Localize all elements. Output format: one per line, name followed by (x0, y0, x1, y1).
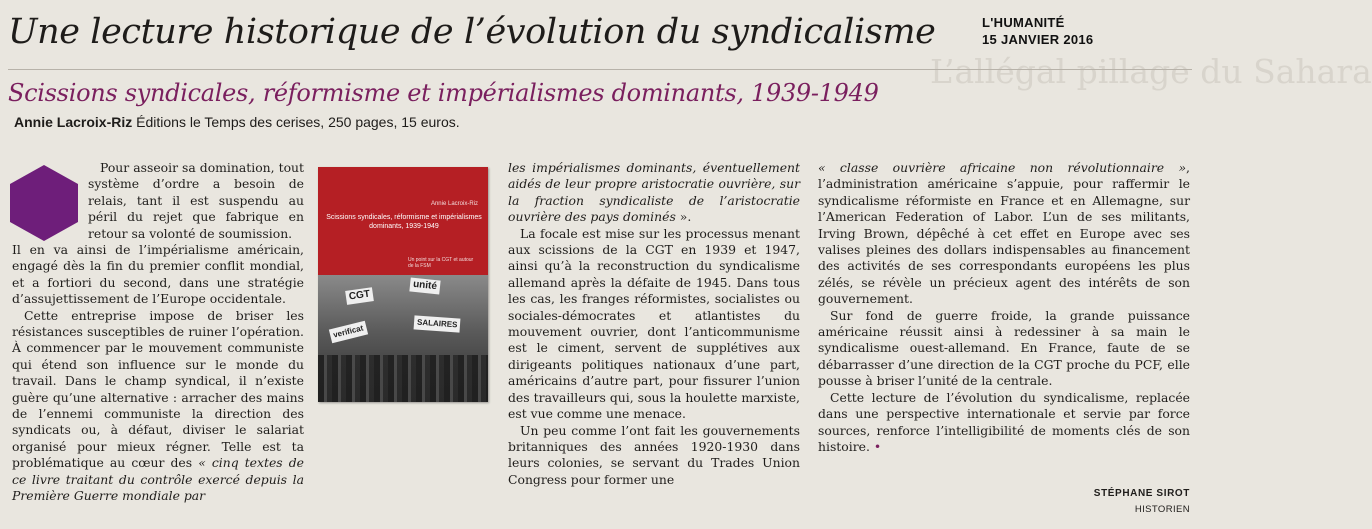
publication-info: Éditions le Temps des cerises, 250 pages, 15 euros. (136, 114, 460, 130)
reviewer-signature: STÉPHANE SIROT (1093, 488, 1190, 499)
quote-continued-text: les impérialismes dominants, éventuellement aidés de leur propre aristocratie ouvrière, sur la fraction syndicaliste de l’aristocratie ouvrière des pays dominés (508, 160, 800, 225)
column-1 (12, 242, 304, 505)
paragraph-1-continued: Il en va ainsi de l’impérialisme américain, engagé dès la fin du premier conflit mondial, et a fortiori du second, dans une stratégie d’assujettissement de l’Europe occidentale. (12, 242, 304, 307)
quote-african-class: « classe ouvrière africaine non révolutionnaire » (818, 160, 1187, 175)
paragraph-2-text: Cette entreprise impose de briser les résistances susceptibles de ruiner l’opération. À commencer par le mouvement communiste qui étend son influence sur le monde du travail. Dans le champ syndical, il n’existe guère qu’une alternative : arracher des mains de l’ennemi communiste la direction des syndicats ou, à défaut, diviser le salariat organisé pour mieux régner. Telle est ta problématique au cœur des (12, 307, 304, 471)
cover-author: Annie Lacroix-Riz (430, 201, 478, 207)
paragraph-4-continued (818, 160, 1190, 308)
end-mark-icon: • (873, 438, 882, 454)
book-title-subtitle: Scissions syndicales, réformisme et impérialismes dominants, 1939-1949 (8, 79, 879, 107)
cover-sign-3: verificat (329, 321, 368, 343)
book-cover-image (318, 167, 488, 402)
cover-photo-crowd (318, 355, 488, 402)
article-headline: Une lecture historique de l’évolution du syndicalisme (8, 12, 936, 52)
column-1-lead (88, 160, 304, 242)
quote-start: « cinq textes de ce livre traitant du contrôle exercé depuis la Première Guerre mondiale par (12, 455, 304, 504)
book-author: Annie Lacroix-Riz (14, 114, 133, 130)
cover-title: Scissions syndicales, réformisme et impérialismes dominants, 1939-1949 (326, 214, 482, 230)
paragraph-4: Un peu comme l’ont fait les gouvernements britanniques des années 1920-1930 dans leurs colonies, se servant du Trades Union Congress pour former une (508, 422, 800, 487)
source-name: L'HUMANITÉ (982, 15, 1065, 30)
reviewer-role: HISTORIEN (1134, 504, 1190, 515)
hexagon-ornament-icon (10, 165, 78, 241)
source-label (982, 14, 1182, 48)
column-2 (508, 160, 800, 488)
quote-close: ». (675, 209, 692, 225)
source-date: 15 JANVIER 2016 (982, 32, 1094, 47)
paragraph-6-text: Cette lecture de l’évolution du syndicalisme, replacée dans une perspective internationale et servie par force sources, renforce l’intelligibilité de moments clés de son histoire. (818, 389, 1190, 454)
headline-divider (8, 69, 1192, 70)
lead-paragraph: Pour asseoir sa domination, tout système d’ordre a besoin de relais, tant il est suspendu au péril du rejet que fabrique en retour sa volonté de soumission. (88, 160, 304, 241)
paragraph-5: Sur fond de guerre froide, la grande puissance américaine réussit ainsi à redessiner à sa main le syndicalisme ouest-allemand. En France, faute de se débarrasser d’une direction de la CGT proche du PCF, elle pousse à briser l’unité de la centrale. (818, 307, 1190, 389)
cover-sign-4: SALAIRES (414, 315, 461, 332)
cover-sign-1: CGT (345, 287, 374, 305)
background-headline-fragment: L’allégal pillage du Sahara (930, 52, 1372, 91)
quote-continued (508, 160, 800, 226)
paragraph-3: La focale est mise sur les processus menant aux scissions de la CGT en 1939 et 1947, ainsi qu’à la reconstruction du syndicalisme allemand après la défaite de 1945. Dans tous les cas, les franges réformistes, socialistes ou sociales-démocrates et atlantistes du mouvement ouvrier, dont l’anticommunisme est le ciment, servent de supplétives aux dirigeants politiques nationaux d’une part, américains d’autre part, pour fissurer l’union des travailleurs qui, sous la houlette marxiste, est vue comme une menace. (508, 225, 800, 422)
cover-subtitle: Un point sur la CGT et autour de la FSM (408, 257, 474, 269)
paragraph-4-continued-text: , l’administration américaine s’appuie, pour raffermir le syndicalisme réformiste en France et en Allemagne, sur l’American Federation of Labor. L’un de ses militants, Irving Brown, dépêché à cet effet en Europe avec ses valises pleines des dollars indispensables au financement des activités de ses correspondants européens les plus zélés, se révèle un précieux agent des intérêts de son gouvernement. (818, 160, 1190, 307)
paragraph-6 (818, 390, 1190, 456)
cover-sign-2: unité (409, 277, 440, 294)
column-3 (818, 160, 1190, 455)
book-credits (14, 113, 714, 131)
paragraph-2 (12, 308, 304, 505)
